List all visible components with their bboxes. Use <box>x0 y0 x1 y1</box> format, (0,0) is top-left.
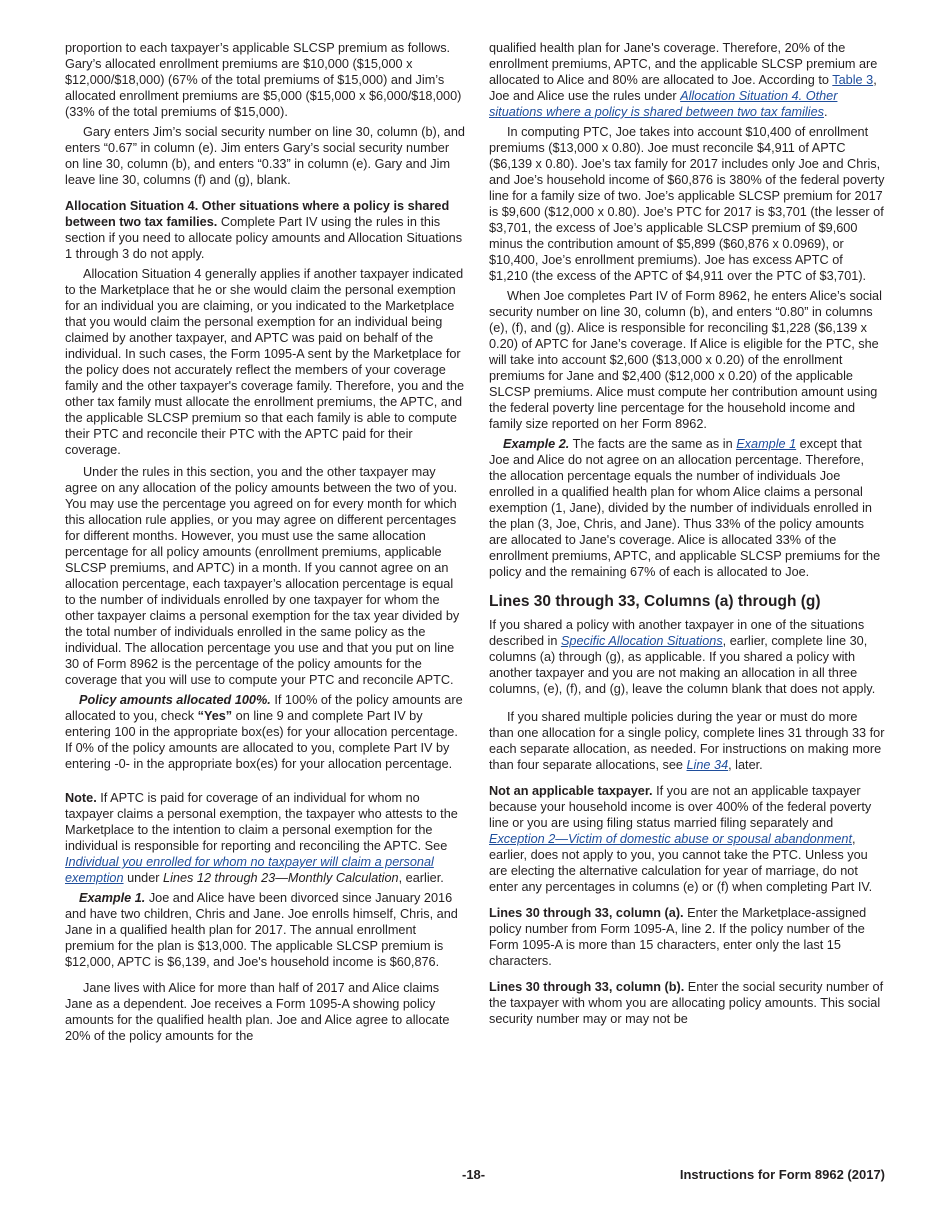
paragraph: Allocation Situation 4 generally applies if another taxpayer indicated to the Marketplace that he or she would claim the personal exemption for an individual you are claiming, or you indicated to the Marketplace that you would claim the personal exemption for an individual being claimed by another taxpayer, and APTC was paid on behalf of the individual. In such cases, the Form 1095-A sent by the Marketplace for the policy does not accurately reflect the members of your coverage family and the other taxpayer's coverage family. Therefore, you and the other tax family must allocate the enrollment premiums, the APTC, and the applicable SLCSP premium so that each family is able to compute their PTC and reconcile their PTC with the APTC paid for their coverage. <box>65 267 465 457</box>
run-in-heading: Example 1. <box>79 891 146 905</box>
paragraph: When Joe completes Part IV of Form 8962, he enters Alice’s social security number on line 30, column (b), and enters “0.80” in columns (e), (f), and (g). Alice is responsible for reconciling $1,228 ($6,139 x 0.20) of APTC for Jane’s coverage. If Alice is eligible for the PTC, she will take into account $2,600 ($13,000 x 0.20) of the enrollment premiums for Jane and $2,400 ($12,000 x 0.20) of the applicable SLCSP premiums. Alice must compute her contribution amount using the federal poverty line percentage for the household income and family size reported on her Form 8962. <box>489 289 882 431</box>
paragraph: Under the rules in this section, you and the other taxpayer may agree on any allocation of the policy amounts between the two of you. You may use the percentage you agreed on for every month for which this allocation rule applies, or you may agree on different percentages for different months. However, you must use the same allocation percentage for all policy amounts (enrollment premiums, applicable SLCSP premiums, and APTC) in a month. If you cannot agree on an allocation percentage, each taxpayer’s allocation percentage is equal to the number of individuals enrolled by one taxpayer for whom the other taxpayer claims a personal exemption for the tax year divided by the total number of individuals enrolled in the same policy as the individual. The allocation percentage you use and that you put on line 30 of Form 8962 is the percentage of the policy amounts for the coverage that you will use to compute your PTC and reconcile APTC. <box>65 465 460 687</box>
right-column <box>489 40 885 1031</box>
run-in-heading: Lines 30 through 33, column (a). <box>489 906 684 920</box>
paragraph: In computing PTC, Joe takes into account $10,400 of enrollment premiums ($13,000 x 0.80). Joe must reconcile $4,911 of APTC ($6,139 x 0.80). Joe’s tax family for 2017 includes only Joe and Chris, and Joe’s household income of $60,876 is 380% of the federal poverty line for a family size of two. Joe’s applicable SLCSP premium for 2017 is $9,600 ($12,000 x 0.80). Joe’s PTC for 2017 is $3,701 (the lesser of $3,701, the excess of Joe’s applicable SLCSP premium of $9,600 minus the contribution amount of $5,899 ($60,876 x 0.0969), or $10,400, Joe’s enrollment premiums). Joe has excess APTC of $1,210 (the excess of the APTC of $4,911 over the PTC of $3,701). <box>489 125 885 283</box>
link-exception-2[interactable]: Exception 2—Victim of domestic abuse or spousal abandonment <box>489 832 852 846</box>
form-title: Instructions for Form 8962 (2017) <box>679 1167 885 1182</box>
run-in-heading: Example 2. <box>503 437 570 451</box>
link-example-1[interactable]: Example 1 <box>736 437 797 451</box>
note-paragraph: Note. If APTC is paid for coverage of an individual for whom no taxpayer claims a personal exemption, the taxpayer who attests to the Marketplace to the intention to claim a personal exemption for the individual is responsible for reporting and reconciling the APTC. See Individual you enrolled for whom no taxpayer will claim a personal exemption under Lines 12 through 23—Monthly Calculation, earlier. <box>65 791 458 885</box>
left-column <box>65 40 465 1048</box>
run-in-heading: Lines 30 through 33, column (b). <box>489 980 685 994</box>
paragraph: Lines 30 through 33, column (b). Enter the social security number of the taxpayer with whom you are allocating policy amounts. This social security number may or may not be <box>489 980 884 1026</box>
link-table-3[interactable]: Table 3 <box>832 73 874 87</box>
run-in-heading: Policy amounts allocated 100%. <box>79 693 271 707</box>
section-heading: Lines 30 through 33, Columns (a) through (g) <box>489 593 821 610</box>
paragraph: Gary enters Jim’s social security number on line 30, column (b), and enters “0.67” in column (e). Jim enters Gary’s social security number on line 30, column (b), and enters “0.33” in column (e). Gary and Jim leave line 30, columns (f) and (g), blank. <box>65 125 465 187</box>
paragraph: Lines 30 through 33, column (a). Enter the Marketplace-assigned policy number from Form 1095-A, line 2. If the policy number of the Form 1095-A is more than 15 characters, enter only the last 15 characters. <box>489 906 867 968</box>
paragraph: Jane lives with Alice for more than half of 2017 and Alice claims Jane as a dependent. Joe receives a Form 1095-A showing policy amounts for the qualified health plan. Joe and Alice agree to allocate 20% of the policy amounts for the <box>65 981 450 1043</box>
link-line-34[interactable]: Line 34 <box>686 758 729 772</box>
run-in-heading: Not an applicable taxpayer. <box>489 784 653 798</box>
paragraph: Policy amounts allocated 100%. If 100% of the policy amounts are allocated to you, check “Yes” on line 9 and complete Part IV by entering 100 in the appropriate box(es) for your allocation percentage. If 0% of the policy amounts are allocated to you, complete Part IV by entering -0- in the appropriate box(es) for your allocation percentage. <box>65 693 463 771</box>
example-paragraph: Example 1. Joe and Alice have been divorced since January 2016 and have two children, Chris and Jane. Joe enrolls himself, Chris, and Jane in a qualified health plan for 2017. The annual enrollment premium for the plan is $13,000. The applicable SLCSP premium is $12,000, APTC is $6,139, and Joe's household income is $60,876. <box>65 891 458 969</box>
link-individual-no-exemption[interactable]: Individual you enrolled for whom no taxpayer will claim a personal exemption <box>65 855 434 885</box>
link-allocation-situation-4[interactable]: Allocation Situation 4. Other situations where a policy is shared between two tax families <box>489 89 838 119</box>
paragraph: Allocation Situation 4. Other situations where a policy is shared between two tax families. Complete Part IV using the rules in this section if you need to allocate policy amounts and Allocation Situations 1 through 3 do not apply. <box>65 199 463 261</box>
paragraph: If you shared a policy with another taxpayer in one of the situations described in Specific Allocation Situations, earlier, complete line 30, columns (a) through (g), as applicable. If you shared a policy with another taxpayer and you are not making an allocation in all three columns, (e), (f), and (g), leave the column blank that does not apply. <box>489 618 876 696</box>
paragraph: Not an applicable taxpayer. If you are not an applicable taxpayer because your household income is over 400% of the federal poverty line or you are using filing status married filing separately and Exception 2—Victim of domestic abuse or spousal abandonment, earlier, does not apply to you, you cannot take the PTC. Unless you are electing the alternative calculation for year of marriage, do not enter any percentages in columns (e) or (f) when completing Part IV. <box>489 784 873 894</box>
paragraph: qualified health plan for Jane's coverage. Therefore, 20% of the enrollment premiums, APTC, and the applicable SLCSP premium are allocated to Alice and 80% are allocated to Joe. According to Table 3, Joe and Alice use the rules under Allocation Situation 4. Other situations where a policy is shared between two tax families. <box>489 41 878 119</box>
paragraph: proportion to each taxpayer’s applicable SLCSP premium as follows. Gary’s allocated enrollment premiums are $10,000 ($15,000 x $12,000/$18,000) (67% of the total premiums of $15,000) and Jim’s allocated enrollment premiums are $5,000 ($15,000 x $6,000/$18,000) (33% of the total premiums of $15,000). <box>65 41 462 119</box>
run-in-heading: Allocation Situation 4. Other situations where a policy is shared between two tax families. <box>65 199 450 229</box>
paragraph: If you shared multiple policies during the year or must do more than one allocation for a single policy, complete lines 31 through 33 for each separate allocation, as needed. For instructions on making more than four separate allocations, see Line 34, later. <box>489 710 885 772</box>
link-specific-allocation-situations[interactable]: Specific Allocation Situations <box>560 634 723 648</box>
example-paragraph: Example 2. The facts are the same as in Example 1 except that Joe and Alice do not agree on an allocation percentage. Therefore, the allocation percentage equals the number of individuals Joe enrolled in a qualified health plan for whom Alice claims a personal exemption (1, Jane), divided by the number of individuals enrolled in the plan (3, Joe, Chris, and Jane). Thus 33% of the policy amounts are allocated to Jane's coverage. Alice is allocated 33% of the enrollment premiums, APTC, and applicable SLCSP premiums for the policy and the remaining 67% of each is allocated to Joe. <box>489 437 881 579</box>
page-number: -18- <box>462 1167 486 1182</box>
run-in-heading: Note. <box>65 791 97 805</box>
